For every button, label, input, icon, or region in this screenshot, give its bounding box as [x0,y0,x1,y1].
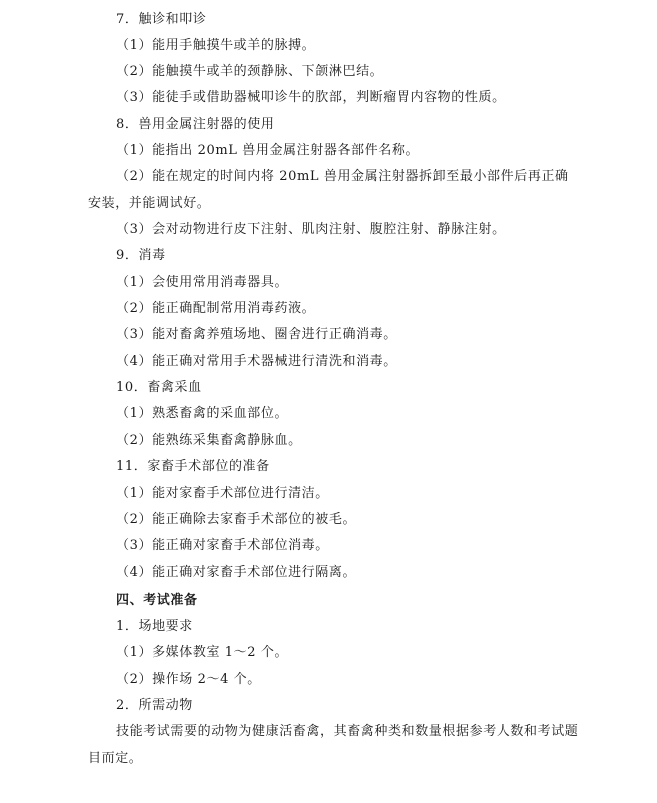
section-heading-exam-preparation: 四、考试准备 [116,593,198,608]
heading-11-surgical-site: 11．家畜手术部位的准备 [116,459,270,474]
item-7-1: （1）能用手触摸牛或羊的脉搏。 [116,38,316,53]
heading-7-palpation-percussion: 7．触诊和叩诊 [116,12,207,27]
item-8-2: （2）能在规定的时间内将 20mL 兽用金属注射器拆卸至最小部件后再正确 [116,169,569,184]
item-9-2: （2）能正确配制常用消毒药液。 [116,301,316,316]
item-9-1: （1）会使用常用消毒器具。 [116,275,289,290]
item-8-1: （1）能指出 20mL 兽用金属注射器各部件名称。 [116,143,420,158]
subheading-2-animals: 2．所需动物 [116,698,193,713]
item-venue-2: （2）操作场 2～4 个。 [116,672,261,687]
item-9-4: （4）能正确对常用手术器械进行清洗和消毒。 [116,354,397,369]
heading-8-syringe: 8．兽用金属注射器的使用 [116,117,275,132]
item-11-4: （4）能正确对家畜手术部位进行隔离。 [116,565,357,580]
item-8-2-continued: 安装，并能调试好。 [88,196,211,211]
item-9-3: （3）能对畜禽养殖场地、圈舍进行正确消毒。 [116,327,397,342]
item-7-3: （3）能徒手或借助器械叩诊牛的肷部，判断瘤胃内容物的性质。 [116,90,506,105]
item-11-1: （1）能对家畜手术部位进行清洁。 [116,486,329,501]
heading-9-disinfection: 9．消毒 [116,248,166,263]
item-8-3: （3）会对动物进行皮下注射、肌肉注射、腹腔注射、静脉注射。 [116,222,506,237]
item-10-1: （1）熟悉畜禽的采血部位。 [116,406,289,421]
item-7-2: （2）能触摸牛或羊的颈静脉、下颌淋巴结。 [116,64,384,79]
paragraph-animals-continued: 目而定。 [88,751,143,766]
heading-10-blood-sampling: 10．畜禽采血 [116,380,202,395]
subheading-1-venue: 1．场地要求 [116,619,193,634]
item-venue-1: （1）多媒体教室 1～2 个。 [116,645,289,660]
paragraph-animals: 技能考试需要的动物为健康活畜禽，其畜禽种类和数量根据参考人数和考试题 [116,724,579,739]
item-11-3: （3）能正确对家畜手术部位消毒。 [116,538,329,553]
item-10-2: （2）能熟练采集畜禽静脉血。 [116,433,302,448]
item-11-2: （2）能正确除去家畜手术部位的被毛。 [116,512,357,527]
